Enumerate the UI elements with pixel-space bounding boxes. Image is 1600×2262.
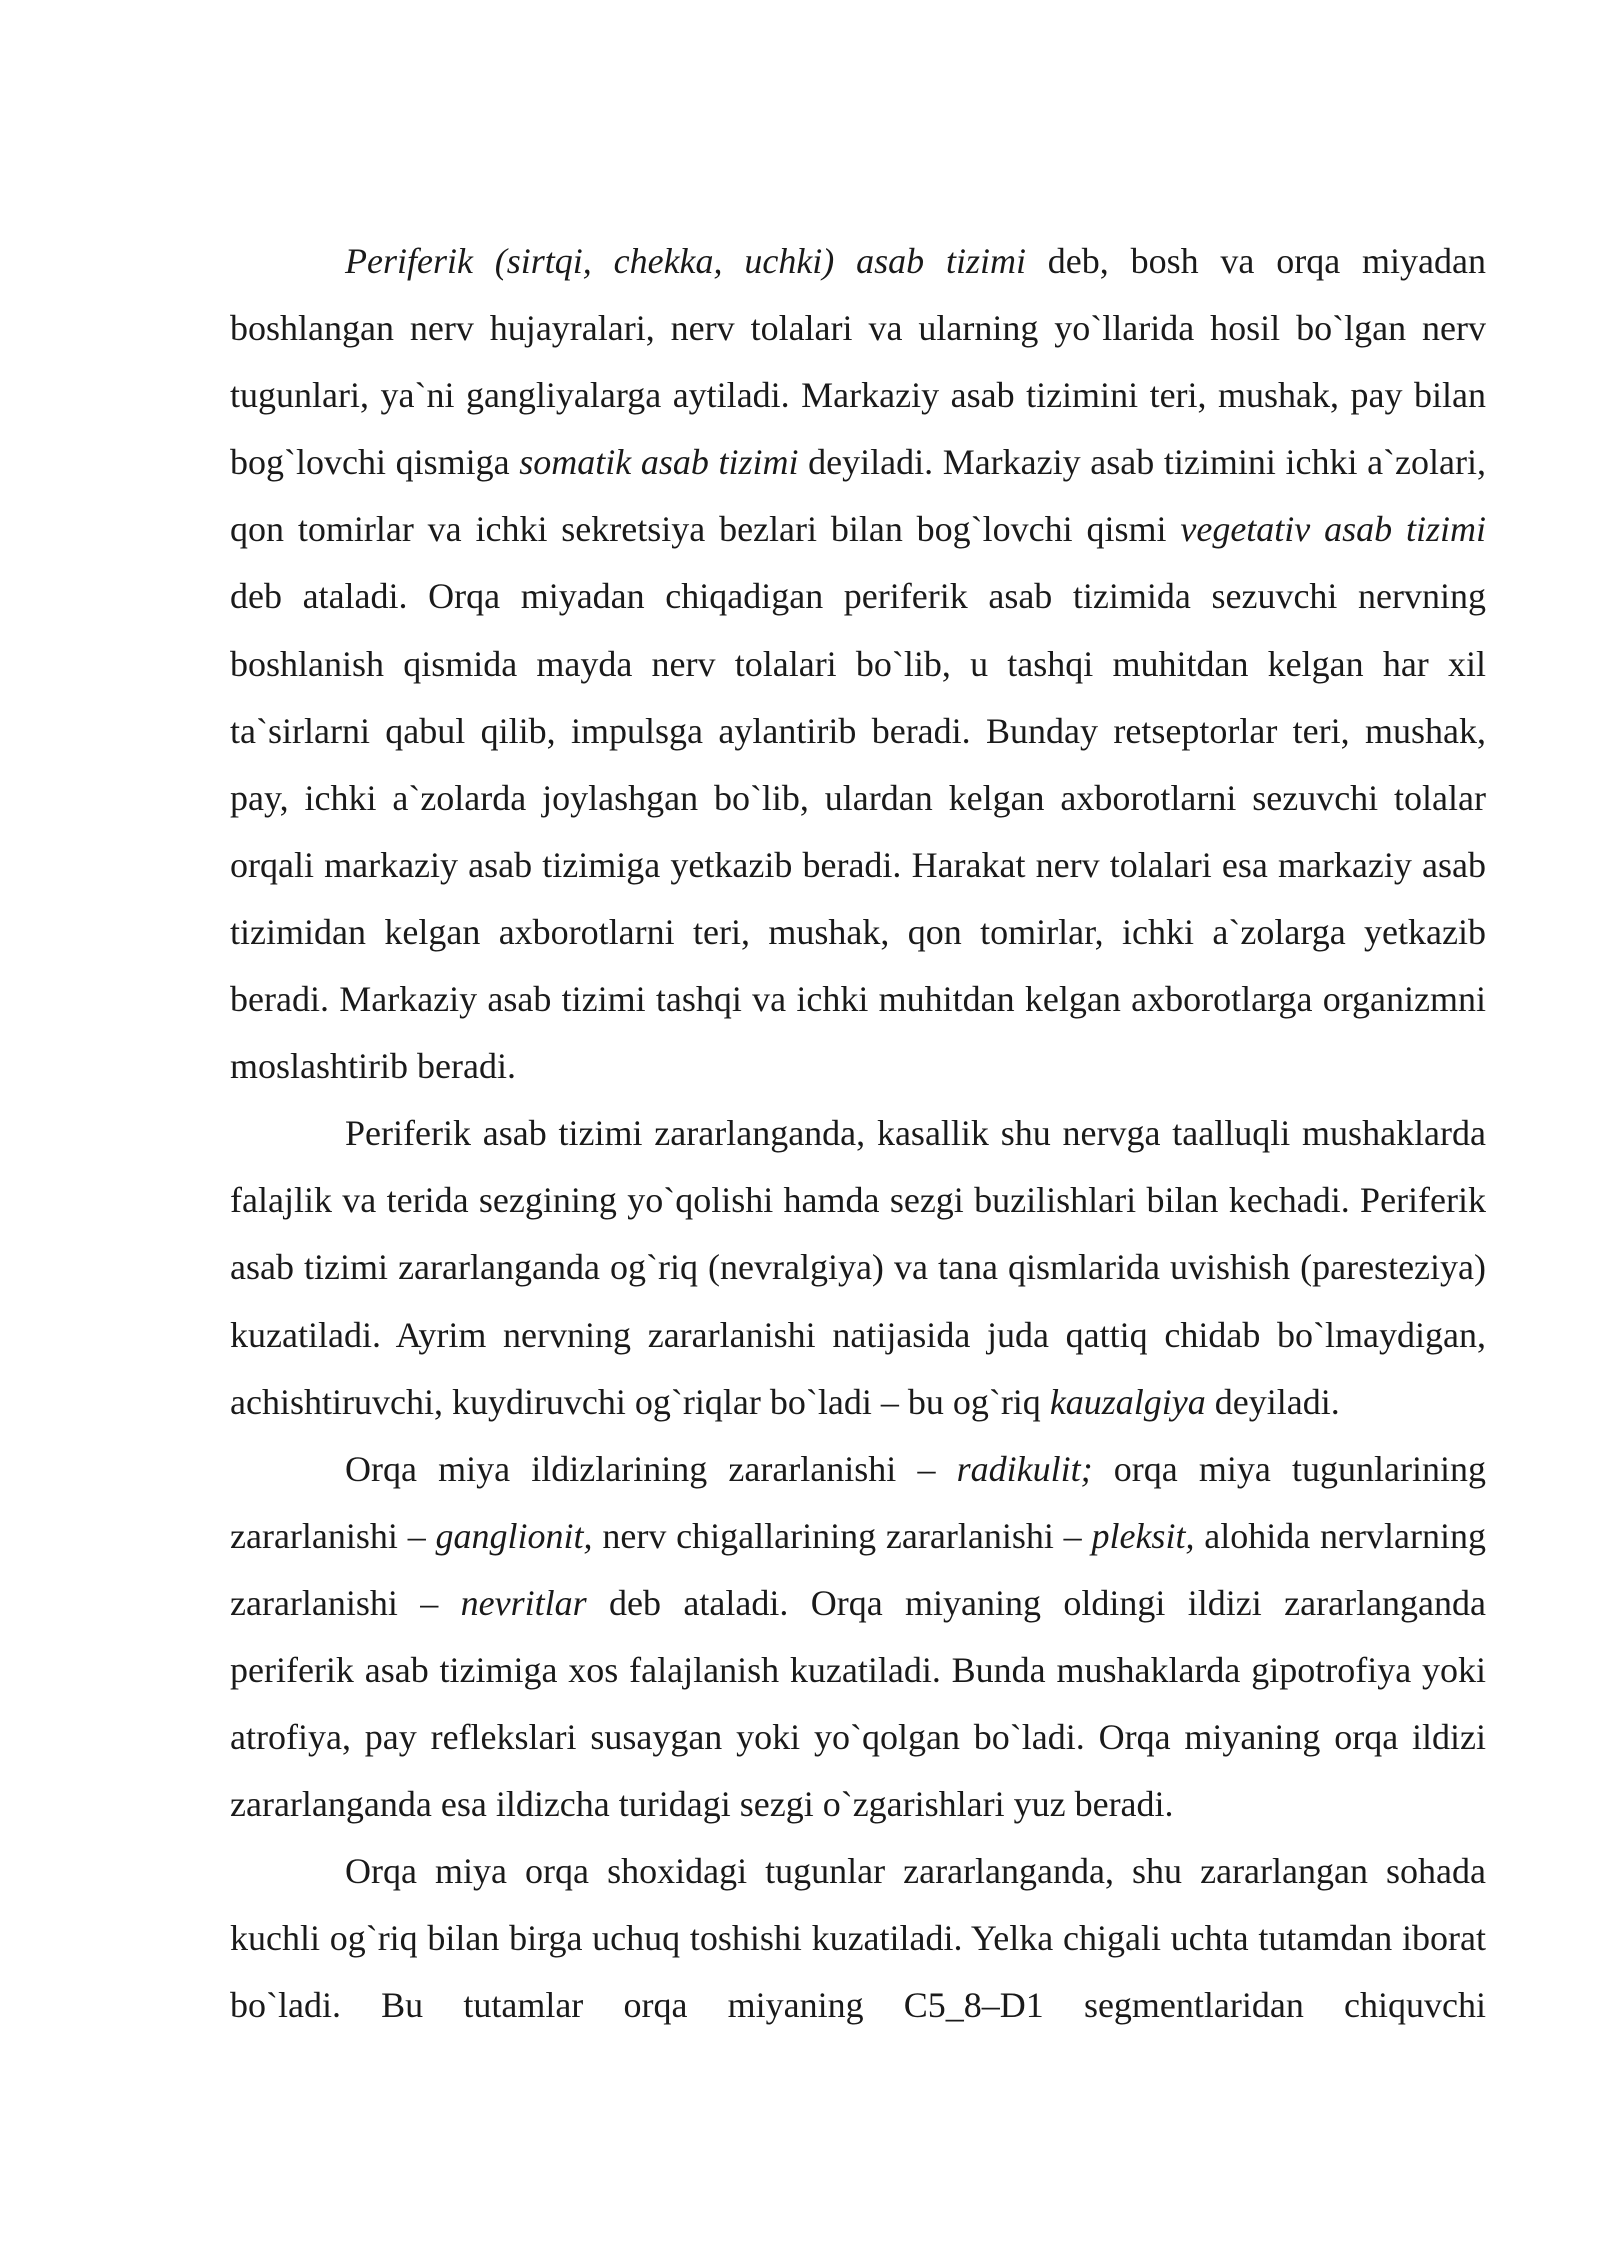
italic-term: nevritlar bbox=[460, 1582, 587, 1623]
text-span: Periferik asab tizimi zararlanganda, kasallik shu nervga taalluqli mushaklarda falajlik va terida sezgining yo`qolishi hamda sezgi buzilishlari bilan kechadi. Periferik asab tizimi zararlanganda og`riq (nevralgiya) va tana qismlarida uvishish (paresteziya) kuzatiladi. Ayrim nervning zararlanishi natijasida juda qattiq chidab bo`lmaydigan, achishtiruvchi, kuydiruvchi og`riqlar bo`ladi – bu og`riq bbox=[230, 1113, 1486, 1422]
paragraph-zararlanish bbox=[230, 1100, 1486, 1435]
body-text bbox=[230, 228, 1486, 2040]
paragraph-periferik-asab-tizimi bbox=[230, 228, 1486, 1100]
italic-term: radikulit; bbox=[956, 1448, 1093, 1489]
italic-term: vegetativ asab tizimi bbox=[1180, 509, 1486, 550]
paragraph-orqa-shox bbox=[230, 1838, 1486, 2039]
italic-term: Periferik (sirtqi, chekka, uchki) asab tizimi bbox=[345, 241, 1026, 281]
text-span: deyiladi. bbox=[1205, 1381, 1340, 1422]
text-span: deb, bosh va orqa miyadan boshlangan nerv hujayralari, nerv tolalari va ularning yo`llarida hosil bo`lgan nerv tugunlari, ya`ni gangliyalarga aytiladi. Markaziy asab tizimini teri, mushak, pay bilan bog`lovchi qismiga bbox=[230, 241, 1486, 483]
text-span: orqa miya tugunlarining zararlanishi – bbox=[230, 1448, 1486, 1556]
text-span: alohida nervlarning zararlanishi – bbox=[230, 1515, 1486, 1623]
text-span: deb ataladi. Orqa miyaning oldingi ildizi zararlanganda periferik asab tizimiga xos falajlanish kuzatiladi. Bunda mushaklarda gipotrofiya yoki atrofiya, pay reflekslari susaygan yoki yo`qolgan bo`ladi. Orqa miyaning orqa ildizi zararlanganda esa ildizcha turidagi sezgi o`zgarishlari yuz beradi. bbox=[230, 1582, 1487, 1825]
text-span: Orqa miya orqa shoxidagi tugunlar zararlanganda, shu zararlangan sohada kuchli og`riq bilan birga uchuq toshishi kuzatiladi. Yelka chigali uchta tutamdan iborat bo`ladi. Bu tutamlar orqa miyaning C5_8–D1 segmentlaridan chiquvchi bbox=[230, 1851, 1486, 2026]
text-span: deyiladi. Markaziy asab tizimini ichki a`zolari, qon tomirlar va ichki sekretsiya bezlari bilan bog`lovchi qismi bbox=[230, 442, 1486, 550]
italic-term: pleksit, bbox=[1091, 1515, 1195, 1556]
text-span: nerv chigallarining zararlanishi – bbox=[592, 1515, 1092, 1556]
italic-term: kauzalgiya bbox=[1049, 1381, 1206, 1422]
text-span: Orqa miya ildizlarining zararlanishi – bbox=[345, 1448, 957, 1489]
text-span: deb ataladi. Orqa miyadan chiqadigan periferik asab tizimida sezuvchi nervning boshlanish qismida mayda nerv tolalari bo`lib, u tashqi muhitdan kelgan har xil ta`sirlarni qabul qilib, impulsga aylantirib beradi. Bunday retseptorlar teri, mushak, pay, ichki a`zolarda joylashgan bo`lib, ulardan kelgan axborotlarni sezuvchi tolalar orqali markaziy asab tizimiga yetkazib beradi. Harakat nerv tolalari esa markaziy asab tizimidan kelgan axborotlarni teri, mushak, qon tomirlar, ichki a`zolarga yetkazib beradi. Markaziy asab tizimi tashqi va ichki muhitdan kelgan axborotlarga organizmni moslashtirib beradi. bbox=[230, 576, 1486, 1087]
italic-term: somatik asab tizimi bbox=[519, 442, 799, 483]
italic-term: ganglionit, bbox=[435, 1515, 593, 1556]
paragraph-ildizlar bbox=[230, 1436, 1486, 1839]
